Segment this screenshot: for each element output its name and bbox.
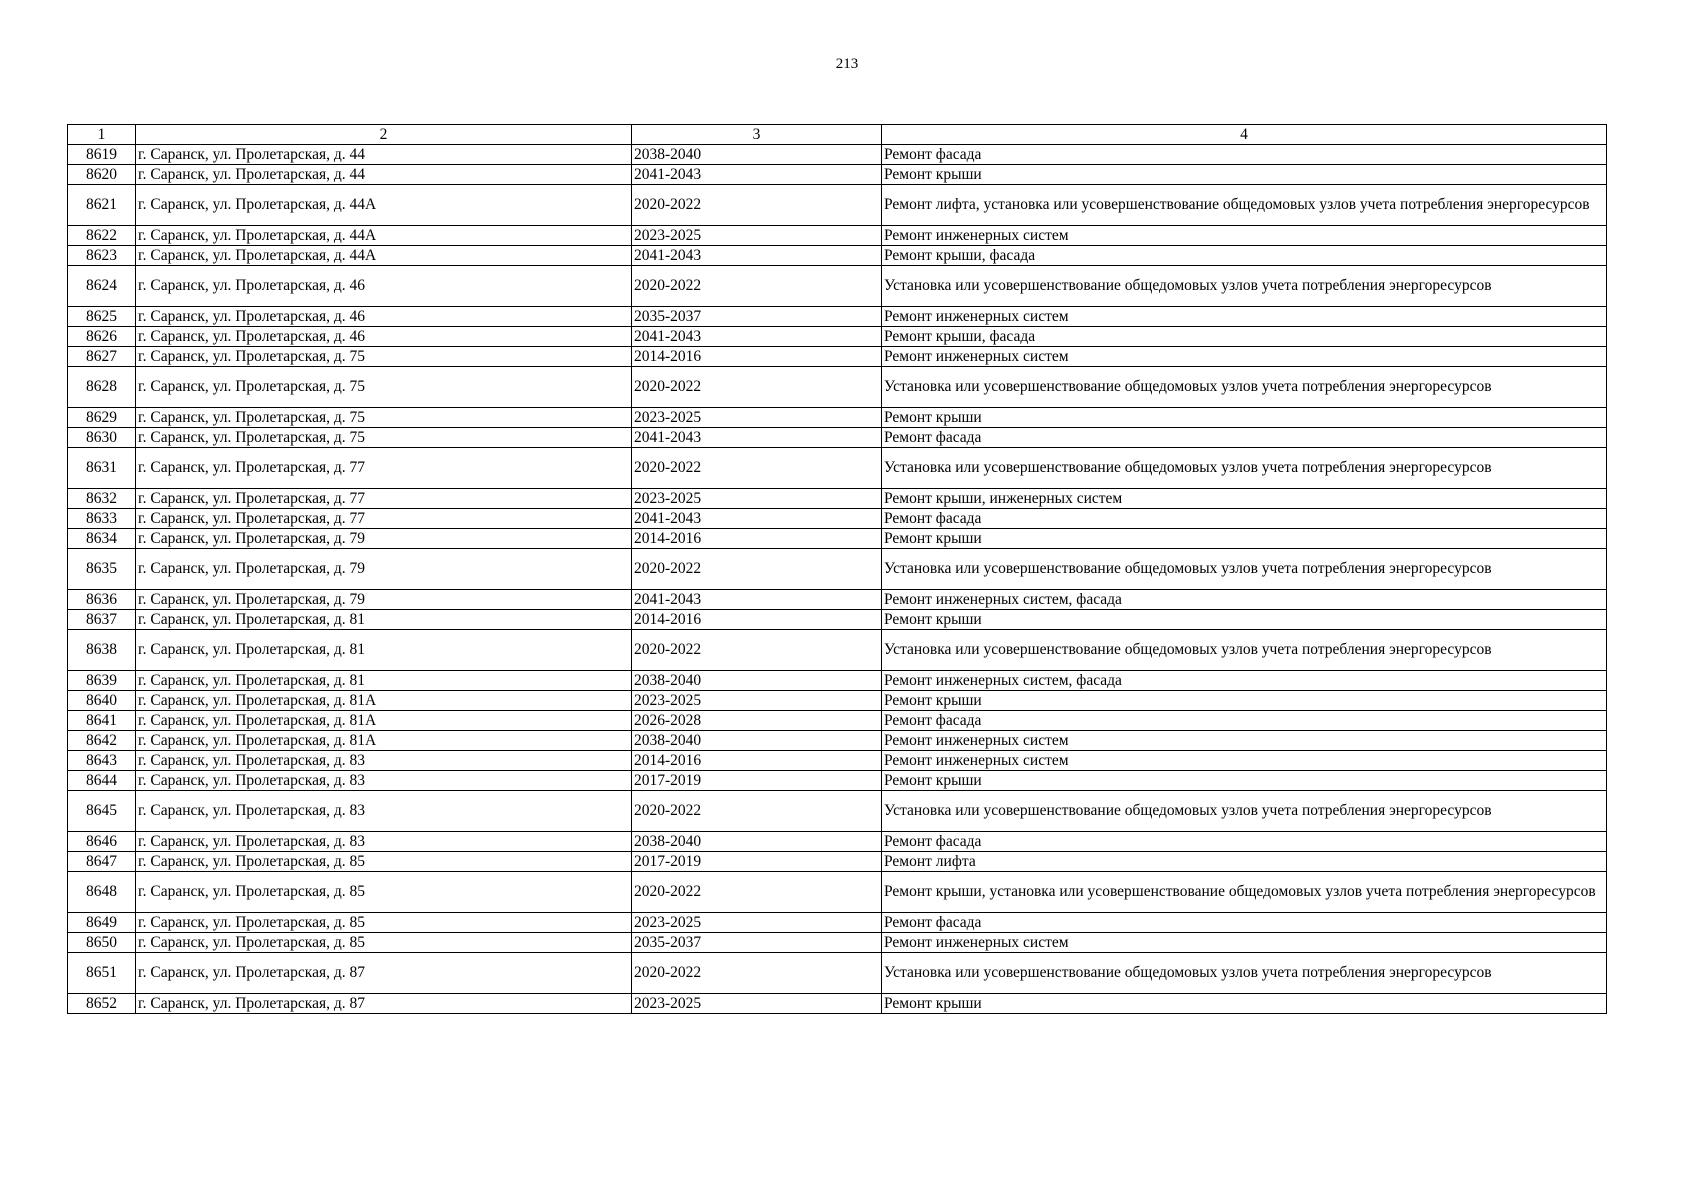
table-row <box>68 307 1607 327</box>
period-cell: 2020-2022 <box>632 448 882 489</box>
row-number-cell: 8629 <box>68 408 136 428</box>
row-number-cell: 8649 <box>68 913 136 933</box>
row-number-cell: 8620 <box>68 165 136 185</box>
row-number-cell: 8636 <box>68 590 136 610</box>
work-type-cell: Ремонт фасада <box>882 913 1607 933</box>
row-number-cell: 8624 <box>68 266 136 307</box>
period-cell: 2020-2022 <box>632 367 882 408</box>
address-cell: г. Саранск, ул. Пролетарская, д. 79 <box>136 549 632 590</box>
column-header-1: 1 <box>68 125 136 145</box>
work-type-cell: Ремонт фасада <box>882 509 1607 529</box>
table-row <box>68 367 1607 408</box>
table-row <box>68 771 1607 791</box>
work-type-cell: Установка или усовершенствование общедомовых узлов учета потребления энергоресурсов <box>882 549 1607 590</box>
period-cell: 2038-2040 <box>632 731 882 751</box>
work-type-cell: Ремонт лифта, установка или усовершенствование общедомовых узлов учета потребления энергоресурсов <box>882 185 1607 226</box>
address-cell: г. Саранск, ул. Пролетарская, д. 44А <box>136 246 632 266</box>
work-type-cell: Ремонт инженерных систем <box>882 751 1607 771</box>
period-cell: 2020-2022 <box>632 630 882 671</box>
row-number-cell: 8631 <box>68 448 136 489</box>
period-cell: 2038-2040 <box>632 671 882 691</box>
address-cell: г. Саранск, ул. Пролетарская, д. 81А <box>136 711 632 731</box>
address-cell: г. Саранск, ул. Пролетарская, д. 46 <box>136 327 632 347</box>
repair-schedule-table <box>67 124 1607 1014</box>
row-number-cell: 8625 <box>68 307 136 327</box>
address-cell: г. Саранск, ул. Пролетарская, д. 85 <box>136 913 632 933</box>
work-type-cell: Установка или усовершенствование общедомовых узлов учета потребления энергоресурсов <box>882 448 1607 489</box>
table-row <box>68 590 1607 610</box>
work-type-cell: Ремонт инженерных систем <box>882 347 1607 367</box>
table-row <box>68 791 1607 832</box>
address-cell: г. Саранск, ул. Пролетарская, д. 83 <box>136 791 632 832</box>
table-row <box>68 428 1607 448</box>
work-type-cell: Ремонт инженерных систем, фасада <box>882 590 1607 610</box>
table-row <box>68 711 1607 731</box>
row-number-cell: 8644 <box>68 771 136 791</box>
row-number-cell: 8621 <box>68 185 136 226</box>
work-type-cell: Ремонт инженерных систем <box>882 731 1607 751</box>
row-number-cell: 8628 <box>68 367 136 408</box>
period-cell: 2041-2043 <box>632 327 882 347</box>
address-cell: г. Саранск, ул. Пролетарская, д. 83 <box>136 751 632 771</box>
table-row <box>68 266 1607 307</box>
row-number-cell: 8648 <box>68 872 136 913</box>
work-type-cell: Ремонт лифта <box>882 852 1607 872</box>
table-row <box>68 691 1607 711</box>
table-row <box>68 327 1607 347</box>
table-row <box>68 347 1607 367</box>
row-number-cell: 8639 <box>68 671 136 691</box>
table-row <box>68 731 1607 751</box>
period-cell: 2041-2043 <box>632 428 882 448</box>
work-type-cell: Установка или усовершенствование общедомовых узлов учета потребления энергоресурсов <box>882 630 1607 671</box>
work-type-cell: Ремонт фасада <box>882 711 1607 731</box>
work-type-cell: Ремонт крыши <box>882 610 1607 630</box>
table-row <box>68 529 1607 549</box>
address-cell: г. Саранск, ул. Пролетарская, д. 79 <box>136 529 632 549</box>
work-type-cell: Ремонт крыши <box>882 165 1607 185</box>
column-header-4: 4 <box>882 125 1607 145</box>
period-cell: 2014-2016 <box>632 610 882 630</box>
table-row <box>68 185 1607 226</box>
table-row <box>68 852 1607 872</box>
work-type-cell: Ремонт крыши, фасада <box>882 246 1607 266</box>
period-cell: 2014-2016 <box>632 751 882 771</box>
table-row <box>68 933 1607 953</box>
address-cell: г. Саранск, ул. Пролетарская, д. 81 <box>136 610 632 630</box>
page-number: 213 <box>835 56 859 72</box>
period-cell: 2020-2022 <box>632 266 882 307</box>
table-row <box>68 751 1607 771</box>
row-number-cell: 8627 <box>68 347 136 367</box>
address-cell: г. Саранск, ул. Пролетарская, д. 81А <box>136 731 632 751</box>
row-number-cell: 8635 <box>68 549 136 590</box>
address-cell: г. Саранск, ул. Пролетарская, д. 85 <box>136 852 632 872</box>
address-cell: г. Саранск, ул. Пролетарская, д. 87 <box>136 953 632 994</box>
period-cell: 2020-2022 <box>632 953 882 994</box>
address-cell: г. Саранск, ул. Пролетарская, д. 77 <box>136 448 632 489</box>
address-cell: г. Саранск, ул. Пролетарская, д. 44 <box>136 165 632 185</box>
period-cell: 2041-2043 <box>632 246 882 266</box>
table-row <box>68 549 1607 590</box>
work-type-cell: Ремонт фасада <box>882 428 1607 448</box>
period-cell: 2041-2043 <box>632 165 882 185</box>
table-row <box>68 226 1607 246</box>
period-cell: 2038-2040 <box>632 832 882 852</box>
address-cell: г. Саранск, ул. Пролетарская, д. 83 <box>136 832 632 852</box>
address-cell: г. Саранск, ул. Пролетарская, д. 44А <box>136 226 632 246</box>
period-cell: 2020-2022 <box>632 549 882 590</box>
table-row <box>68 630 1607 671</box>
work-type-cell: Ремонт крыши, фасада <box>882 327 1607 347</box>
address-cell: г. Саранск, ул. Пролетарская, д. 85 <box>136 933 632 953</box>
table-row <box>68 610 1607 630</box>
table-row <box>68 913 1607 933</box>
address-cell: г. Саранск, ул. Пролетарская, д. 81А <box>136 691 632 711</box>
period-cell: 2038-2040 <box>632 145 882 165</box>
table-row <box>68 408 1607 428</box>
table-body <box>68 125 1607 1014</box>
row-number-cell: 8645 <box>68 791 136 832</box>
period-cell: 2023-2025 <box>632 913 882 933</box>
row-number-cell: 8619 <box>68 145 136 165</box>
table-row <box>68 246 1607 266</box>
column-header-3: 3 <box>632 125 882 145</box>
row-number-cell: 8632 <box>68 489 136 509</box>
address-cell: г. Саранск, ул. Пролетарская, д. 46 <box>136 307 632 327</box>
table-row <box>68 671 1607 691</box>
row-number-cell: 8623 <box>68 246 136 266</box>
period-cell: 2023-2025 <box>632 994 882 1014</box>
period-cell: 2020-2022 <box>632 872 882 913</box>
address-cell: г. Саранск, ул. Пролетарская, д. 75 <box>136 367 632 408</box>
column-header-2: 2 <box>136 125 632 145</box>
address-cell: г. Саранск, ул. Пролетарская, д. 81 <box>136 630 632 671</box>
row-number-cell: 8646 <box>68 832 136 852</box>
period-cell: 2023-2025 <box>632 226 882 246</box>
address-cell: г. Саранск, ул. Пролетарская, д. 75 <box>136 408 632 428</box>
address-cell: г. Саранск, ул. Пролетарская, д. 77 <box>136 509 632 529</box>
row-number-cell: 8640 <box>68 691 136 711</box>
table-row <box>68 489 1607 509</box>
table-row <box>68 145 1607 165</box>
row-number-cell: 8633 <box>68 509 136 529</box>
table-row <box>68 832 1607 852</box>
work-type-cell: Ремонт крыши <box>882 994 1607 1014</box>
period-cell: 2014-2016 <box>632 347 882 367</box>
row-number-cell: 8641 <box>68 711 136 731</box>
row-number-cell: 8637 <box>68 610 136 630</box>
row-number-cell: 8647 <box>68 852 136 872</box>
period-cell: 2023-2025 <box>632 408 882 428</box>
table-row <box>68 509 1607 529</box>
address-cell: г. Саранск, ул. Пролетарская, д. 46 <box>136 266 632 307</box>
row-number-cell: 8651 <box>68 953 136 994</box>
table-row <box>68 448 1607 489</box>
work-type-cell: Установка или усовершенствование общедомовых узлов учета потребления энергоресурсов <box>882 791 1607 832</box>
work-type-cell: Ремонт крыши <box>882 408 1607 428</box>
row-number-cell: 8643 <box>68 751 136 771</box>
address-cell: г. Саранск, ул. Пролетарская, д. 75 <box>136 428 632 448</box>
work-type-cell: Ремонт фасада <box>882 145 1607 165</box>
row-number-cell: 8634 <box>68 529 136 549</box>
work-type-cell: Ремонт крыши, инженерных систем <box>882 489 1607 509</box>
work-type-cell: Ремонт крыши <box>882 529 1607 549</box>
work-type-cell: Ремонт фасада <box>882 832 1607 852</box>
work-type-cell: Ремонт крыши <box>882 691 1607 711</box>
period-cell: 2041-2043 <box>632 590 882 610</box>
period-cell: 2035-2037 <box>632 933 882 953</box>
period-cell: 2020-2022 <box>632 791 882 832</box>
address-cell: г. Саранск, ул. Пролетарская, д. 75 <box>136 347 632 367</box>
table-row <box>68 953 1607 994</box>
work-type-cell: Ремонт крыши <box>882 771 1607 791</box>
address-cell: г. Саранск, ул. Пролетарская, д. 83 <box>136 771 632 791</box>
work-type-cell: Ремонт инженерных систем <box>882 933 1607 953</box>
period-cell: 2014-2016 <box>632 529 882 549</box>
period-cell: 2023-2025 <box>632 691 882 711</box>
period-cell: 2026-2028 <box>632 711 882 731</box>
period-cell: 2017-2019 <box>632 771 882 791</box>
period-cell: 2035-2037 <box>632 307 882 327</box>
work-type-cell: Установка или усовершенствование общедомовых узлов учета потребления энергоресурсов <box>882 953 1607 994</box>
table-row <box>68 165 1607 185</box>
row-number-cell: 8650 <box>68 933 136 953</box>
work-type-cell: Ремонт крыши, установка или усовершенствование общедомовых узлов учета потребления энергоресурсов <box>882 872 1607 913</box>
work-type-cell: Ремонт инженерных систем <box>882 307 1607 327</box>
work-type-cell: Установка или усовершенствование общедомовых узлов учета потребления энергоресурсов <box>882 266 1607 307</box>
row-number-cell: 8652 <box>68 994 136 1014</box>
row-number-cell: 8622 <box>68 226 136 246</box>
address-cell: г. Саранск, ул. Пролетарская, д. 79 <box>136 590 632 610</box>
address-cell: г. Саранск, ул. Пролетарская, д. 77 <box>136 489 632 509</box>
period-cell: 2041-2043 <box>632 509 882 529</box>
work-type-cell: Установка или усовершенствование общедомовых узлов учета потребления энергоресурсов <box>882 367 1607 408</box>
period-cell: 2023-2025 <box>632 489 882 509</box>
work-type-cell: Ремонт инженерных систем, фасада <box>882 671 1607 691</box>
row-number-cell: 8638 <box>68 630 136 671</box>
period-cell: 2017-2019 <box>632 852 882 872</box>
work-type-cell: Ремонт инженерных систем <box>882 226 1607 246</box>
address-cell: г. Саранск, ул. Пролетарская, д. 85 <box>136 872 632 913</box>
address-cell: г. Саранск, ул. Пролетарская, д. 87 <box>136 994 632 1014</box>
table-row <box>68 994 1607 1014</box>
address-cell: г. Саранск, ул. Пролетарская, д. 44А <box>136 185 632 226</box>
period-cell: 2020-2022 <box>632 185 882 226</box>
row-number-cell: 8626 <box>68 327 136 347</box>
table-header-row <box>68 125 1607 145</box>
row-number-cell: 8630 <box>68 428 136 448</box>
address-cell: г. Саранск, ул. Пролетарская, д. 44 <box>136 145 632 165</box>
address-cell: г. Саранск, ул. Пролетарская, д. 81 <box>136 671 632 691</box>
row-number-cell: 8642 <box>68 731 136 751</box>
table-row <box>68 872 1607 913</box>
